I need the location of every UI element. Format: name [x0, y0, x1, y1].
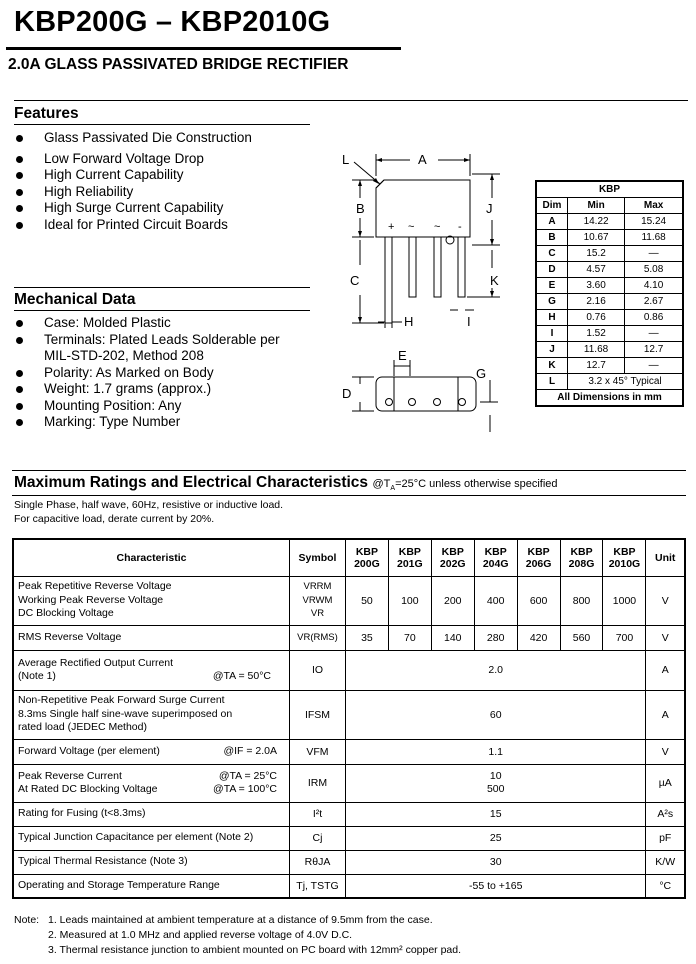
symbol-cell: IO	[290, 650, 346, 690]
table-row	[536, 310, 683, 326]
dims-cell: E	[536, 278, 567, 294]
ratings-note-1: Single Phase, half wave, 60Hz, resistive or inductive load.	[14, 499, 284, 511]
condition-text: @TA = 100°C	[213, 783, 278, 795]
notes-label: Note:	[14, 914, 40, 926]
unit-cell: V	[646, 625, 685, 650]
symbol-line: VR	[310, 608, 325, 620]
symbol-cell: Tj, TSTG	[290, 874, 346, 898]
table-row	[536, 278, 683, 294]
part-name: KBP	[570, 545, 593, 558]
section-divider	[14, 100, 688, 101]
symbol-cell: RθJA	[290, 850, 346, 874]
value-cell: 30	[345, 850, 646, 874]
table-row	[13, 802, 685, 826]
table-row	[536, 326, 683, 342]
value-cell: 70	[388, 625, 431, 650]
symbol-line: VRWM	[302, 594, 333, 606]
char-text: Forward Voltage (per element)	[18, 744, 160, 757]
ratings-heading: Maximum Ratings and Electrical Characteristics	[14, 474, 369, 491]
value-cell: 140	[431, 625, 474, 650]
symbol-cell	[290, 576, 346, 625]
table-row	[13, 850, 685, 874]
list-item: Low Forward Voltage Drop	[14, 151, 252, 168]
dim-label-G: G	[476, 366, 487, 381]
ratings-cond-text: @T	[372, 478, 391, 490]
dims-body	[536, 214, 683, 374]
char-line: DC Blocking Voltage	[18, 607, 114, 620]
table-row	[536, 246, 683, 262]
dims-cell: I	[536, 326, 567, 342]
dims-cell: 0.76	[567, 310, 624, 326]
dims-cell: 3.60	[567, 278, 624, 294]
list-item: Weight: 1.7 grams (approx.)	[14, 381, 280, 398]
list-item: Glass Passivated Die Construction	[14, 130, 252, 147]
char-cell: Typical Thermal Resistance (Note 3)	[13, 850, 290, 874]
dim-label-C: C	[350, 273, 360, 288]
value-cell: 1000	[603, 576, 646, 625]
dims-cell: H	[536, 310, 567, 326]
value-cell: 60	[345, 690, 646, 739]
mechanical-list	[14, 315, 280, 431]
char-cell: Typical Junction Capacitance per element (Note 2)	[13, 826, 290, 850]
note-item: 2. Measured at 1.0 MHz and applied reverse voltage of 4.0V D.C.	[48, 929, 353, 941]
dim-label-K: K	[490, 273, 499, 288]
pin-label-ac2: ~	[434, 221, 441, 233]
table-row	[13, 650, 685, 690]
unit-cell: A	[646, 650, 685, 690]
table-row	[536, 294, 683, 310]
table-row	[536, 342, 683, 358]
char-cell	[13, 690, 290, 739]
char-line: Peak Repetitive Reverse Voltage	[18, 580, 172, 593]
part-suffix: 202G	[439, 557, 466, 570]
dims-cell: 11.68	[567, 342, 624, 358]
list-item: MIL-STD-202, Method 208	[44, 348, 204, 363]
dims-cell: 11.68	[625, 230, 683, 246]
value-cell: 560	[560, 625, 603, 650]
mechanical-heading: Mechanical Data	[14, 291, 136, 308]
section-divider	[14, 124, 310, 125]
dims-cell: K	[536, 358, 567, 374]
pin-label-ac1: ~	[408, 221, 415, 233]
list-item: Case: Molded Plastic	[14, 315, 280, 332]
dims-cell: J	[536, 342, 567, 358]
table-row	[13, 739, 685, 764]
dims-cell: A	[536, 214, 567, 230]
value-cell: 15	[345, 802, 646, 826]
list-item: High Reliability	[14, 184, 252, 201]
unit-cell: V	[646, 576, 685, 625]
char-cell: Rating for Fusing (t<8.3ms)	[13, 802, 290, 826]
unit-cell: µA	[646, 764, 685, 802]
dims-cell: 0.86	[625, 310, 683, 326]
dim-label-J: J	[486, 201, 493, 216]
char-cell	[13, 650, 290, 690]
dims-cell: 2.67	[625, 294, 683, 310]
char-line: Non-Repetitive Peak Forward Surge Current	[18, 694, 225, 707]
col-symbol: Symbol	[290, 539, 346, 576]
dimensions-table	[535, 180, 684, 407]
table-row	[13, 764, 685, 802]
char-cell	[13, 576, 290, 625]
list-item: High Current Capability	[14, 167, 252, 184]
table-header-row	[13, 539, 685, 576]
note-item: 1. Leads maintained at ambient temperature at a distance of 9.5mm from the case.	[48, 914, 433, 926]
char-line	[18, 670, 285, 684]
symbol-cell: IRM	[290, 764, 346, 802]
dims-cell: 12.7	[567, 358, 624, 374]
list-item: Mounting Position: Any	[14, 398, 280, 415]
value-cell: 800	[560, 576, 603, 625]
value-cell: 25	[345, 826, 646, 850]
section-divider	[14, 310, 310, 311]
unit-cell: A	[646, 690, 685, 739]
list-item: Marking: Type Number	[14, 414, 280, 431]
part-suffix: 206G	[525, 557, 552, 570]
package-outline-diagram	[330, 140, 530, 440]
value-line: 500	[486, 783, 505, 795]
dims-cell: L	[536, 374, 567, 390]
table-row	[536, 214, 683, 230]
dims-cell: G	[536, 294, 567, 310]
dims-cell: C	[536, 246, 567, 262]
dims-cell: B	[536, 230, 567, 246]
char-text: (Note 1)	[18, 670, 56, 682]
unit-cell: K/W	[646, 850, 685, 874]
col-part	[517, 539, 560, 576]
col-part	[388, 539, 431, 576]
part-suffix: 204G	[482, 557, 509, 570]
value-cell: 2.0	[345, 650, 646, 690]
char-line: Average Rectified Output Current	[18, 656, 174, 669]
dims-header: Max	[625, 198, 683, 214]
section-divider	[12, 470, 686, 471]
page-subtitle: 2.0A GLASS PASSIVATED BRIDGE RECTIFIER	[8, 56, 349, 73]
condition-text: @TA = 50°C	[212, 670, 272, 682]
value-cell: 280	[474, 625, 517, 650]
value-cell: 100	[388, 576, 431, 625]
value-cell: 35	[345, 625, 388, 650]
col-part	[431, 539, 474, 576]
note-item: 3. Thermal resistance junction to ambient mounted on PC board with 12mm² copper pad.	[48, 944, 462, 956]
dim-label-I: I	[467, 314, 471, 329]
features-heading: Features	[14, 105, 79, 122]
title-underline	[6, 47, 401, 50]
table-row	[536, 374, 683, 390]
symbol-line: VRRM	[303, 581, 332, 593]
unit-cell: V	[646, 739, 685, 764]
char-cell: RMS Reverse Voltage	[13, 625, 290, 650]
ratings-condition	[372, 478, 558, 493]
dim-label-L: L	[342, 152, 350, 167]
ratings-cond-sub: A	[390, 485, 396, 493]
list-item: Terminals: Plated Leads Solderable per	[14, 332, 280, 349]
section-divider	[14, 287, 310, 288]
value-cell: 200	[431, 576, 474, 625]
section-divider	[12, 495, 686, 496]
dims-cell: —	[625, 358, 683, 374]
part-name: KBP	[398, 545, 421, 558]
value-line: 10	[489, 769, 502, 782]
dim-label-A: A	[418, 152, 427, 167]
list-item: Polarity: As Marked on Body	[14, 365, 280, 382]
unit-cell: A²s	[646, 802, 685, 826]
table-row	[13, 874, 685, 898]
pin-label-plus: +	[388, 221, 395, 233]
col-unit: Unit	[646, 539, 685, 576]
value-cell: 600	[517, 576, 560, 625]
table-row	[13, 625, 685, 650]
table-row	[13, 690, 685, 739]
col-part	[560, 539, 603, 576]
dims-footer: All Dimensions in mm	[536, 390, 683, 407]
char-cell	[13, 739, 290, 764]
dims-cell: 1.52	[567, 326, 624, 342]
dims-cell: —	[625, 326, 683, 342]
value-cell	[345, 764, 646, 802]
dims-cell: D	[536, 262, 567, 278]
col-part	[603, 539, 646, 576]
dims-cell: 14.22	[567, 214, 624, 230]
symbol-cell: VR(RMS)	[290, 625, 346, 650]
value-cell: -55 to +165	[345, 874, 646, 898]
list-item: Ideal for Printed Circuit Boards	[14, 217, 252, 234]
ratings-table	[12, 538, 686, 899]
char-line: 8.3ms Single half sine-wave superimposed on	[18, 707, 233, 720]
dims-cell: 3.2 x 45° Typical	[567, 374, 683, 390]
part-suffix: 201G	[396, 557, 423, 570]
symbol-cell: IFSM	[290, 690, 346, 739]
dim-label-B: B	[356, 201, 365, 216]
part-name: KBP	[484, 545, 507, 558]
dims-cell: 2.16	[567, 294, 624, 310]
part-suffix: 208G	[568, 557, 595, 570]
table-row	[536, 230, 683, 246]
value-cell: 700	[603, 625, 646, 650]
part-name: KBP	[527, 545, 550, 558]
table-row	[536, 262, 683, 278]
condition-text: @IF = 2.0A	[223, 744, 278, 757]
dims-title: KBP	[536, 181, 683, 198]
char-cell: Operating and Storage Temperature Range	[13, 874, 290, 898]
symbol-cell: Cj	[290, 826, 346, 850]
dims-cell: 15.2	[567, 246, 624, 262]
symbol-cell: I²t	[290, 802, 346, 826]
table-row	[13, 826, 685, 850]
dims-cell: 4.57	[567, 262, 624, 278]
table-row	[13, 576, 685, 625]
char-cell	[13, 764, 290, 802]
value-cell: 420	[517, 625, 560, 650]
dims-cell: 10.67	[567, 230, 624, 246]
dim-label-H: H	[404, 314, 414, 329]
dims-cell: —	[625, 246, 683, 262]
part-name: KBP	[355, 545, 378, 558]
dims-cell: 4.10	[625, 278, 683, 294]
char-text: At Rated DC Blocking Voltage	[18, 783, 158, 795]
value-cell: 1.1	[345, 739, 646, 764]
table-row	[536, 358, 683, 374]
unit-cell: pF	[646, 826, 685, 850]
ratings-note-2: For capacitive load, derate current by 20%.	[14, 513, 215, 525]
symbol-cell: VFM	[290, 739, 346, 764]
dims-header: Dim	[536, 198, 567, 214]
col-part	[474, 539, 517, 576]
condition-text: @TA = 25°C	[218, 769, 278, 782]
dim-label-E: E	[398, 348, 407, 363]
dims-cell: 12.7	[625, 342, 683, 358]
part-suffix: 200G	[354, 557, 380, 570]
part-name: KBP	[441, 545, 464, 558]
col-characteristic: Characteristic	[13, 539, 290, 576]
unit-cell: °C	[646, 874, 685, 898]
list-item: High Surge Current Capability	[14, 200, 252, 217]
ratings-cond-rest: =25°C unless otherwise specified	[395, 478, 558, 490]
dims-cell: 5.08	[625, 262, 683, 278]
value-cell: 400	[474, 576, 517, 625]
page-title: KBP200G – KBP2010G	[14, 6, 331, 38]
col-part	[345, 539, 388, 576]
ratings-heading-row	[14, 474, 558, 492]
part-name: KBP	[613, 545, 636, 558]
pin-label-minus: -	[458, 221, 462, 233]
dims-header: Min	[567, 198, 624, 214]
part-suffix: 2010G	[608, 557, 641, 570]
dim-label-D: D	[342, 386, 352, 401]
value-cell: 50	[345, 576, 388, 625]
char-line: Working Peak Reverse Voltage	[18, 593, 164, 606]
features-list	[14, 130, 252, 233]
char-line: rated load (JEDEC Method)	[18, 721, 147, 734]
char-text: Peak Reverse Current	[18, 769, 122, 782]
dims-cell: 15.24	[625, 214, 683, 230]
